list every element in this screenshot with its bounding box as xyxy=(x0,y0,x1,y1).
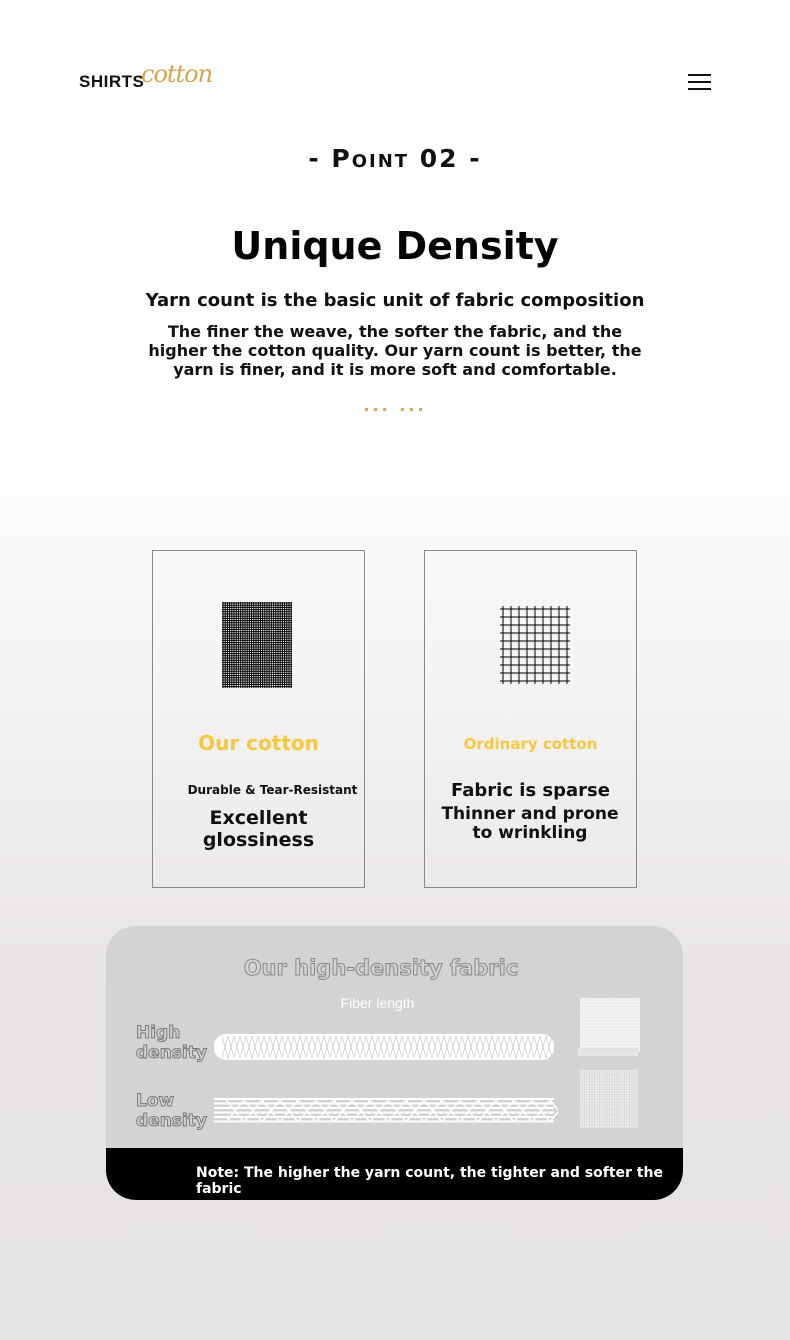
note-text: Note: The higher the yarn count, the tighter and softer the fabric xyxy=(196,1165,663,1197)
density-panel-title: Our high-density fabric xyxy=(243,956,519,980)
low-density-label: Low density xyxy=(136,1091,207,1131)
our-cotton-feature-small: Durable & Tear-Resistant xyxy=(187,783,358,797)
ordinary-cotton-card xyxy=(424,550,637,888)
section-point-label: - Point 02 - xyxy=(308,144,482,173)
logo-wordmark: SHIRTS xyxy=(79,72,145,91)
high-density-fabric-block xyxy=(578,998,642,1056)
ordinary-cotton-title: Ordinary cotton xyxy=(463,735,598,753)
high-density-fiber-image xyxy=(212,1032,557,1062)
section-subtitle: Yarn count is the basic unit of fabric composition xyxy=(145,290,645,311)
section-description: The finer the weave, the softer the fabric, and the higher the cotton quality. Our yarn count is better, the yarn is finer, and it is more soft and comfortable. xyxy=(148,322,642,379)
fiber-length-label: Fiber length xyxy=(340,995,415,1011)
high-density-label: High density xyxy=(136,1023,207,1063)
brand-logo[interactable] xyxy=(79,58,213,98)
logo-script: cotton xyxy=(141,60,213,88)
our-cotton-title: Our cotton xyxy=(198,731,319,755)
low-density-fabric-block xyxy=(578,1068,640,1130)
ordinary-cotton-feature-1: Fabric is sparse xyxy=(451,780,610,801)
note-bar xyxy=(106,1148,683,1200)
our-cotton-card xyxy=(152,550,365,888)
decorative-dots: ... ... xyxy=(363,396,427,415)
our-cotton-feature-large: Excellent glossiness xyxy=(202,807,315,851)
hamburger-menu-icon[interactable] xyxy=(688,74,712,92)
sparse-weave-icon xyxy=(500,606,570,684)
site-header xyxy=(0,0,790,130)
ordinary-cotton-feature-2: Thinner and prone to wrinkling xyxy=(441,804,619,843)
low-density-fiber-image xyxy=(206,1096,558,1126)
dense-weave-icon xyxy=(222,602,292,688)
page-title: Unique Density xyxy=(231,224,559,268)
density-panel xyxy=(106,926,683,1200)
